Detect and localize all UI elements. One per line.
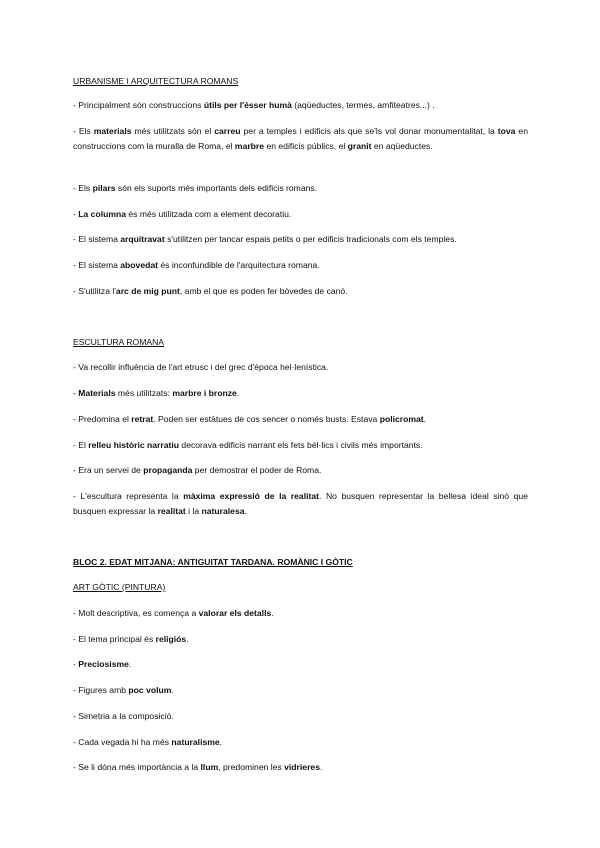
paragraph: - Va recollir influència de l'art etrusc i del grec d'època hel·lenística. (73, 362, 329, 372)
paragraph: - El relleu històric narratiu decorava edificis narrant els fets bèl·lics i civils més importants. (73, 440, 423, 450)
paragraph: - El tema principal és religiós. (73, 634, 189, 644)
paragraph: - Els pilars són els suports més importants dels edificis romans. (73, 183, 318, 193)
paragraph: - Cada vegada hi ha més naturalisme. (73, 737, 223, 747)
section-heading-art-gotic: ART GÒTIC (PINTURA) (73, 582, 166, 592)
paragraph: - Figures amb poc volum. (73, 685, 174, 695)
paragraph: - Molt descriptiva, es comença a valorar els detalls. (73, 608, 274, 618)
paragraph: - Materials més utilitzats: marbre i bronze. (73, 388, 240, 398)
paragraph: - Se li dóna més importància a la llum, predominen les vidrieres. (73, 762, 323, 772)
paragraph: - Predomina el retrat. Poden ser estàtues de cos sencer o només busts. Estava policromat. (73, 414, 427, 424)
paragraph: - El sistema arquitravat s'utilitzen per tancar espais petits o per edificis tradicionals com els temples. (73, 234, 457, 244)
paragraph: - Era un servei de propaganda per demostrar el poder de Roma. (73, 465, 322, 475)
paragraph: - Simetria a la composició. (73, 711, 174, 721)
section-heading-escultura: ESCULTURA ROMANA (73, 337, 165, 347)
paragraph: - El sistema abovedat és inconfundible de l'arquitectura romana. (73, 260, 320, 270)
paragraph: - La columna és més utilitzada com a element decoratiu. (73, 209, 292, 219)
paragraph: - Principalment són construccions útils per l'ésser humà (aqüeductes, termes, amfiteatres...) . (73, 100, 435, 110)
paragraph: - Els materials més utilitzats són el carreu per a temples i edificis als que se'ls vol donar monumentalitat, la tova en construccions com la muralla de Roma, el marbre en edificis públics, el granit en aqüeductes. (73, 126, 528, 151)
paragraph: - L'escultura representa la màxima expressió de la realitat. No busquen representar la bellesa ideal sinó que busquen expressar la realitat i la naturalesa. (73, 491, 528, 516)
bloc-heading: BLOC 2. EDAT MITJANA: ANTIGUITAT TARDANA. ROMÀNIC I GÒTIC (73, 557, 353, 567)
paragraph: - Preciosisme. (73, 659, 132, 669)
paragraph: - S'utilitza l'arc de mig punt, amb el que es poden fer bòvedes de canó. (73, 286, 348, 296)
section-heading-urbanisme: URBANISME I ARQUITECTURA ROMANS (73, 76, 239, 86)
